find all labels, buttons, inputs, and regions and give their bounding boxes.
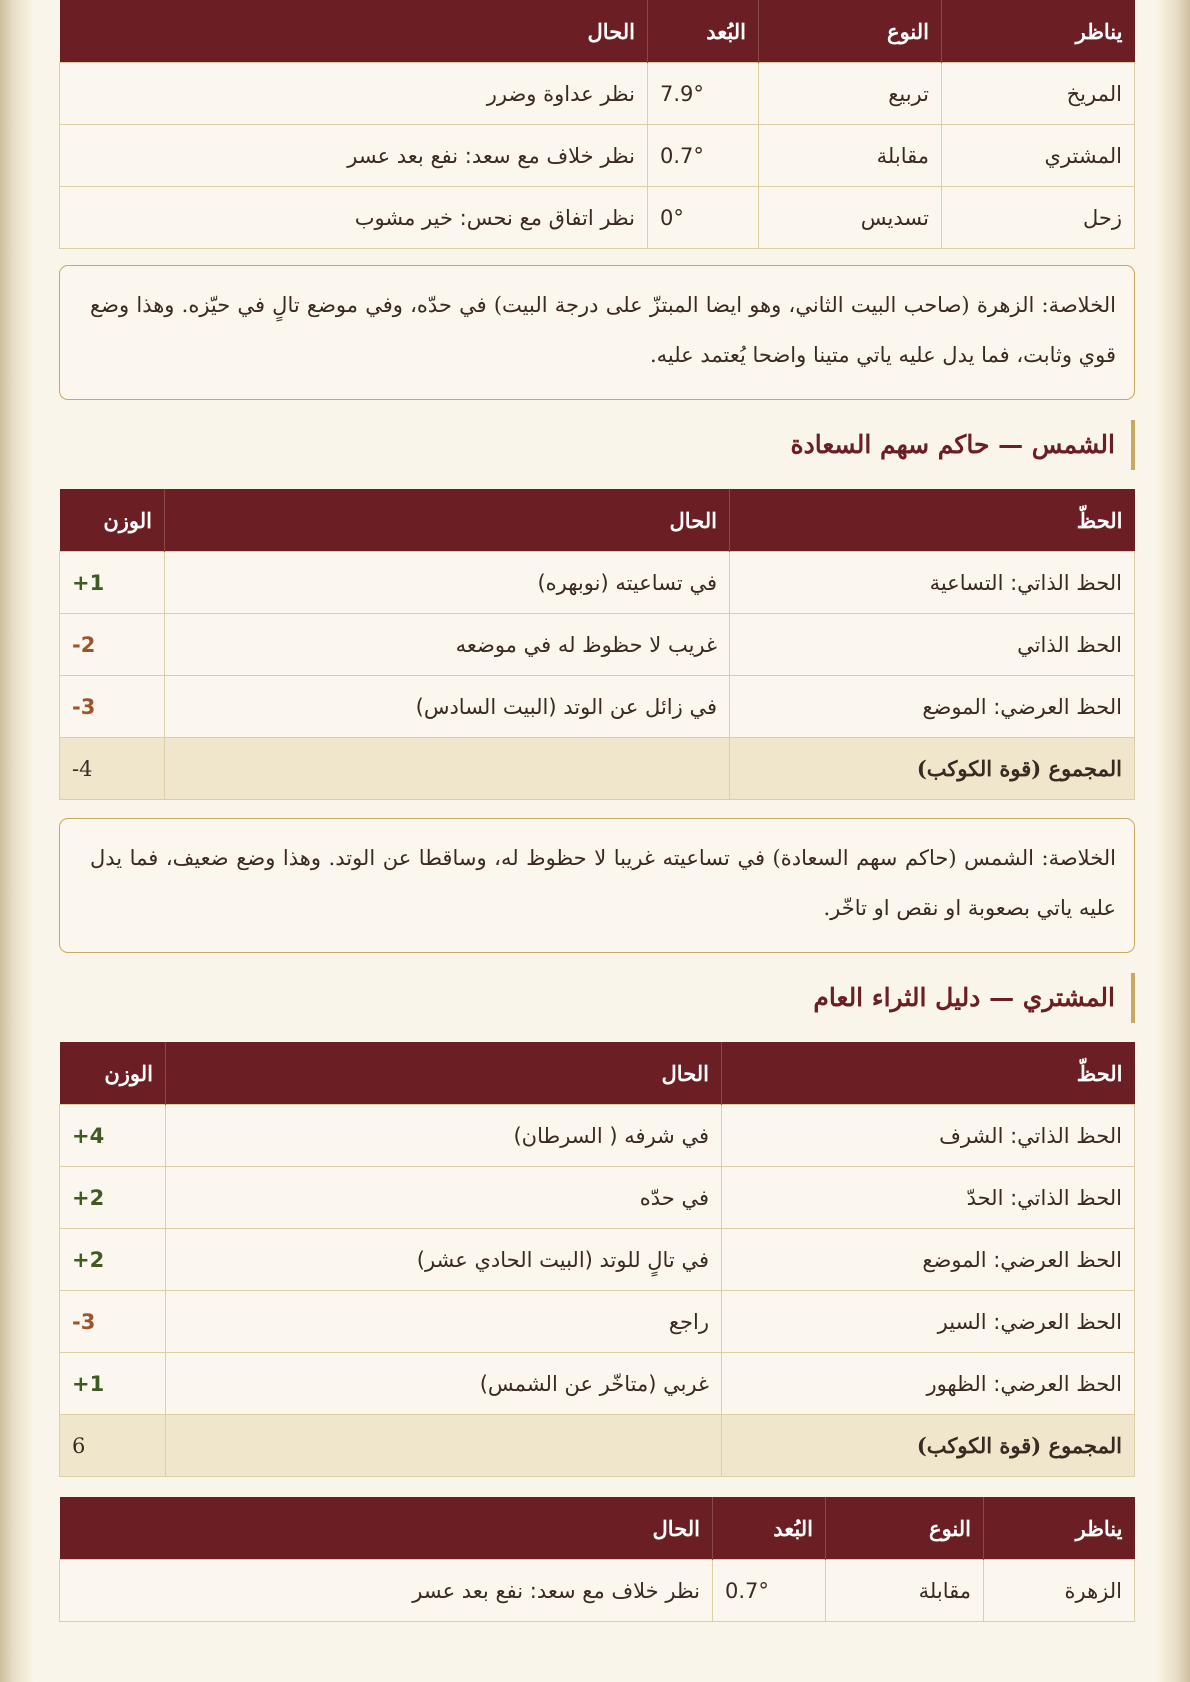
aspect-type: مقابلة <box>759 125 942 187</box>
table-row <box>60 1229 1135 1291</box>
fortune-label: الحظ الذاتي: الشرف <box>722 1105 1135 1167</box>
table-row <box>60 676 1135 738</box>
section-title-jupiter: المشتري — دليل الثراء العام <box>813 973 1135 1023</box>
col-state: الحال <box>60 1497 713 1560</box>
aspect-state: نظر اتفاق مع نحس: خير مشوب <box>60 187 648 249</box>
table-row <box>60 1105 1135 1167</box>
table-row <box>60 1560 1135 1622</box>
fortune-state: في تساعيته (نوبهره) <box>165 552 730 614</box>
aspected-planet: المشتري <box>942 125 1135 187</box>
table-row <box>60 1291 1135 1353</box>
col-fortune: الحظّ <box>730 489 1135 552</box>
fortune-weight: 3- <box>60 1291 166 1353</box>
fortune-label: الحظ الذاتي <box>730 614 1135 676</box>
table-row <box>60 1167 1135 1229</box>
col-aspected: يناظر <box>984 1497 1135 1560</box>
fortune-weight: 1+ <box>60 1353 166 1415</box>
total-empty <box>166 1415 722 1477</box>
table-row <box>60 614 1135 676</box>
aspect-state: نظر خلاف مع سعد: نفع بعد عسر <box>60 1560 713 1622</box>
fortune-table-jupiter <box>59 1042 1135 1477</box>
summary-sun: الخلاصة: الشمس (حاكم سهم السعادة) في تساعيته غريبا لا حظوظ له، وساقطا عن الوتد. وهذا وضع ضعيف، فما يدل عليه ياتي بصعوبة او نقص او تاخّر. <box>59 818 1135 953</box>
aspected-planet: المريخ <box>942 63 1135 125</box>
fortune-weight: 2+ <box>60 1229 166 1291</box>
table-row <box>60 63 1135 125</box>
aspect-type: مقابلة <box>826 1560 984 1622</box>
fortune-weight: 4+ <box>60 1105 166 1167</box>
fortune-table-sun <box>59 489 1135 800</box>
aspect-orb: 0° <box>648 187 759 249</box>
table-row <box>60 187 1135 249</box>
fortune-label: الحظ الذاتي: التساعية <box>730 552 1135 614</box>
col-weight: الوزن <box>60 1042 166 1105</box>
col-type: النوع <box>759 0 942 63</box>
fortune-label: الحظ العرضي: السير <box>722 1291 1135 1353</box>
col-type: النوع <box>826 1497 984 1560</box>
fortune-state: غريب لا حظوظ له في موضعه <box>165 614 730 676</box>
aspected-planet: زحل <box>942 187 1135 249</box>
fortune-state: غربي (متاخّر عن الشمس) <box>166 1353 722 1415</box>
total-value: 6 <box>60 1415 166 1477</box>
fortune-label: الحظ العرضي: الموضع <box>722 1229 1135 1291</box>
aspects-table-venus <box>59 0 1135 249</box>
col-orb: البُعد <box>648 0 759 63</box>
fortune-state: في زائل عن الوتد (البيت السادس) <box>165 676 730 738</box>
total-value: 4- <box>60 738 165 800</box>
fortune-label: الحظ الذاتي: الحدّ <box>722 1167 1135 1229</box>
col-state: الحال <box>60 0 648 63</box>
col-state: الحال <box>166 1042 722 1105</box>
summary-venus: الخلاصة: الزهرة (صاحب البيت الثاني، وهو ايضا المبتزّ على درجة البيت) في حدّه، وفي موضع تالٍ في حيّزه. وهذا وضع قوي وثابت، فما يدل عليه ياتي متينا واضحا يُعتمد عليه. <box>59 265 1135 400</box>
aspect-orb: 7.9° <box>648 63 759 125</box>
fortune-label: الحظ العرضي: الموضع <box>730 676 1135 738</box>
aspected-planet: الزهرة <box>984 1560 1135 1622</box>
table-row <box>60 1353 1135 1415</box>
col-fortune: الحظّ <box>722 1042 1135 1105</box>
table-row <box>60 125 1135 187</box>
col-weight: الوزن <box>60 489 165 552</box>
fortune-weight: 2- <box>60 614 165 676</box>
total-empty <box>165 738 730 800</box>
fortune-state: في حدّه <box>166 1167 722 1229</box>
aspect-state: نظر عداوة وضرر <box>60 63 648 125</box>
total-row <box>60 1415 1135 1477</box>
fortune-state: راجع <box>166 1291 722 1353</box>
total-label: المجموع (قوة الكوكب) <box>722 1415 1135 1477</box>
fortune-weight: 2+ <box>60 1167 166 1229</box>
fortune-label: الحظ العرضي: الظهور <box>722 1353 1135 1415</box>
col-state: الحال <box>165 489 730 552</box>
fortune-state: في شرفه ( السرطان) <box>166 1105 722 1167</box>
aspect-type: تربيع <box>759 63 942 125</box>
fortune-weight: 3- <box>60 676 165 738</box>
fortune-state: في تالٍ للوتد (البيت الحادي عشر) <box>166 1229 722 1291</box>
aspect-state: نظر خلاف مع سعد: نفع بعد عسر <box>60 125 648 187</box>
aspect-orb: 0.7° <box>648 125 759 187</box>
col-aspected: يناظر <box>942 0 1135 63</box>
col-orb: البُعد <box>713 1497 826 1560</box>
aspects-table-jupiter <box>59 1497 1135 1622</box>
section-title-sun: الشمس — حاكم سهم السعادة <box>791 420 1136 470</box>
total-label: المجموع (قوة الكوكب) <box>730 738 1135 800</box>
aspect-type: تسديس <box>759 187 942 249</box>
fortune-weight: 1+ <box>60 552 165 614</box>
table-row <box>60 552 1135 614</box>
total-row <box>60 738 1135 800</box>
aspect-orb: 0.7° <box>713 1560 826 1622</box>
